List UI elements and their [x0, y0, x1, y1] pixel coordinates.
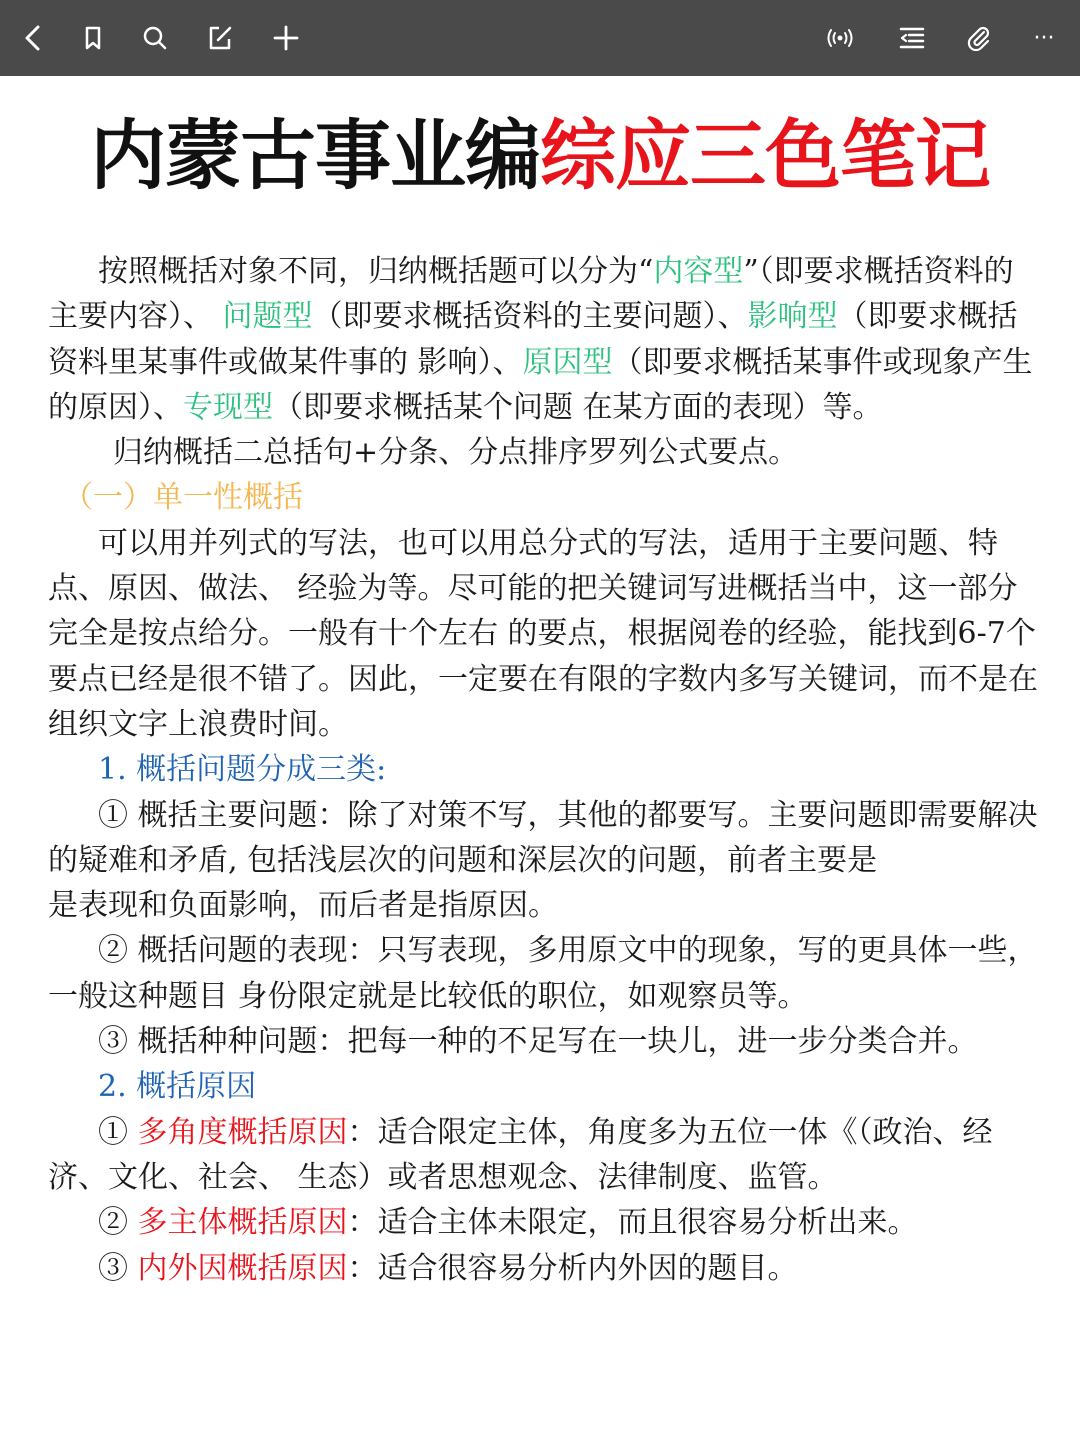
- sub2-item3: ③ 内外因概括原因：适合很容易分析内外因的题目。: [98, 1250, 798, 1286]
- keyword-internal-external: 内外因概括原因: [137, 1250, 348, 1286]
- search-icon[interactable]: [135, 18, 175, 58]
- keyword-content-type: 内容型: [653, 254, 744, 289]
- formula-line: 归纳概括二总括句+分条、分点排序罗列公式要点。: [113, 435, 799, 471]
- bookmark-icon[interactable]: [73, 18, 113, 58]
- sub1-item1-continued: 是表现和负面影响，而后者是指原因。: [48, 888, 558, 924]
- edit-icon[interactable]: [200, 18, 240, 58]
- more-icon[interactable]: ···: [1033, 25, 1055, 51]
- keyword-multi-angle: 多角度概括原因: [137, 1114, 348, 1150]
- sub1-item3: ③ 概括种种问题：把每一种的不足写在一块儿，进一步分类合并。: [98, 1024, 978, 1060]
- sub1-item2: ② 概括问题的表现：只写表现，多用原文中的现象，写的更具体一些，一般这种题目 身份限定就是比较低的职位，如观察员等。: [48, 933, 1038, 1014]
- sub2-heading: 2. 概括原因: [98, 1069, 257, 1105]
- paperclip-icon[interactable]: [959, 18, 999, 58]
- intro-paragraph: 按照概括对象不同，归纳概括题可以分为“内容型”（即要求概括资料的主要内容）、 问题型（即要求概括资料的主要问题）、影响型（即要求概括资料里某事件或做某件事的 影响）、原因型（即要求概括某事件或现象产生的原因）、专现型（即要求概括某个问题 在某方面的表现）等。: [48, 254, 1033, 425]
- keyword-impact-type: 影响型: [747, 299, 838, 335]
- sub1-item1: ① 概括主要问题：除了对策不写，其他的都要写。主要问题即需要解决的疑难和矛盾, 包括浅层次的问题和深层次的问题，前者主要是: [48, 797, 1038, 878]
- section1-body: 可以用并列式的写法，也可以用总分式的写法，适用于主要问题、特点、原因、做法、 经验为等。尽可能的把关键词写进概括当中，这一部分完全是按点给分。一般有十个左右 的要点，根据阅卷的经验，能找到6-7个要点已经是很不错了。因此，一定要在有限的字数内多写关键词，而不是在组织文字上浪费时间。: [48, 525, 1038, 742]
- document-body: [48, 249, 1038, 1291]
- title-red: 综应三色笔记: [540, 111, 990, 200]
- broadcast-icon[interactable]: [820, 18, 860, 58]
- sub2-item2: ② 多主体概括原因：适合主体未限定，而且很容易分析出来。: [98, 1205, 918, 1241]
- keyword-problem-type: 问题型: [222, 299, 313, 335]
- keyword-cause-type: 原因型: [522, 344, 613, 380]
- sub2-item1: ① 多角度概括原因：适合限定主体，角度多为五位一体《（政治、经济、文化、社会、 生态）或者思想观念、法律制度、监管。: [48, 1114, 993, 1195]
- sub1-heading: 1. 概括问题分成三类:: [98, 752, 387, 788]
- list-icon[interactable]: [892, 18, 932, 58]
- section1-heading: （一）单一性概括: [63, 480, 303, 516]
- top-toolbar: [0, 0, 1080, 76]
- back-icon[interactable]: [14, 18, 54, 58]
- keyword-manifestation-type: 专现型: [183, 389, 273, 425]
- plus-icon[interactable]: [266, 18, 306, 58]
- title-black: 内蒙古事业编: [90, 111, 540, 200]
- page-title: [0, 108, 1080, 204]
- keyword-multi-subject: 多主体概括原因: [137, 1205, 348, 1241]
